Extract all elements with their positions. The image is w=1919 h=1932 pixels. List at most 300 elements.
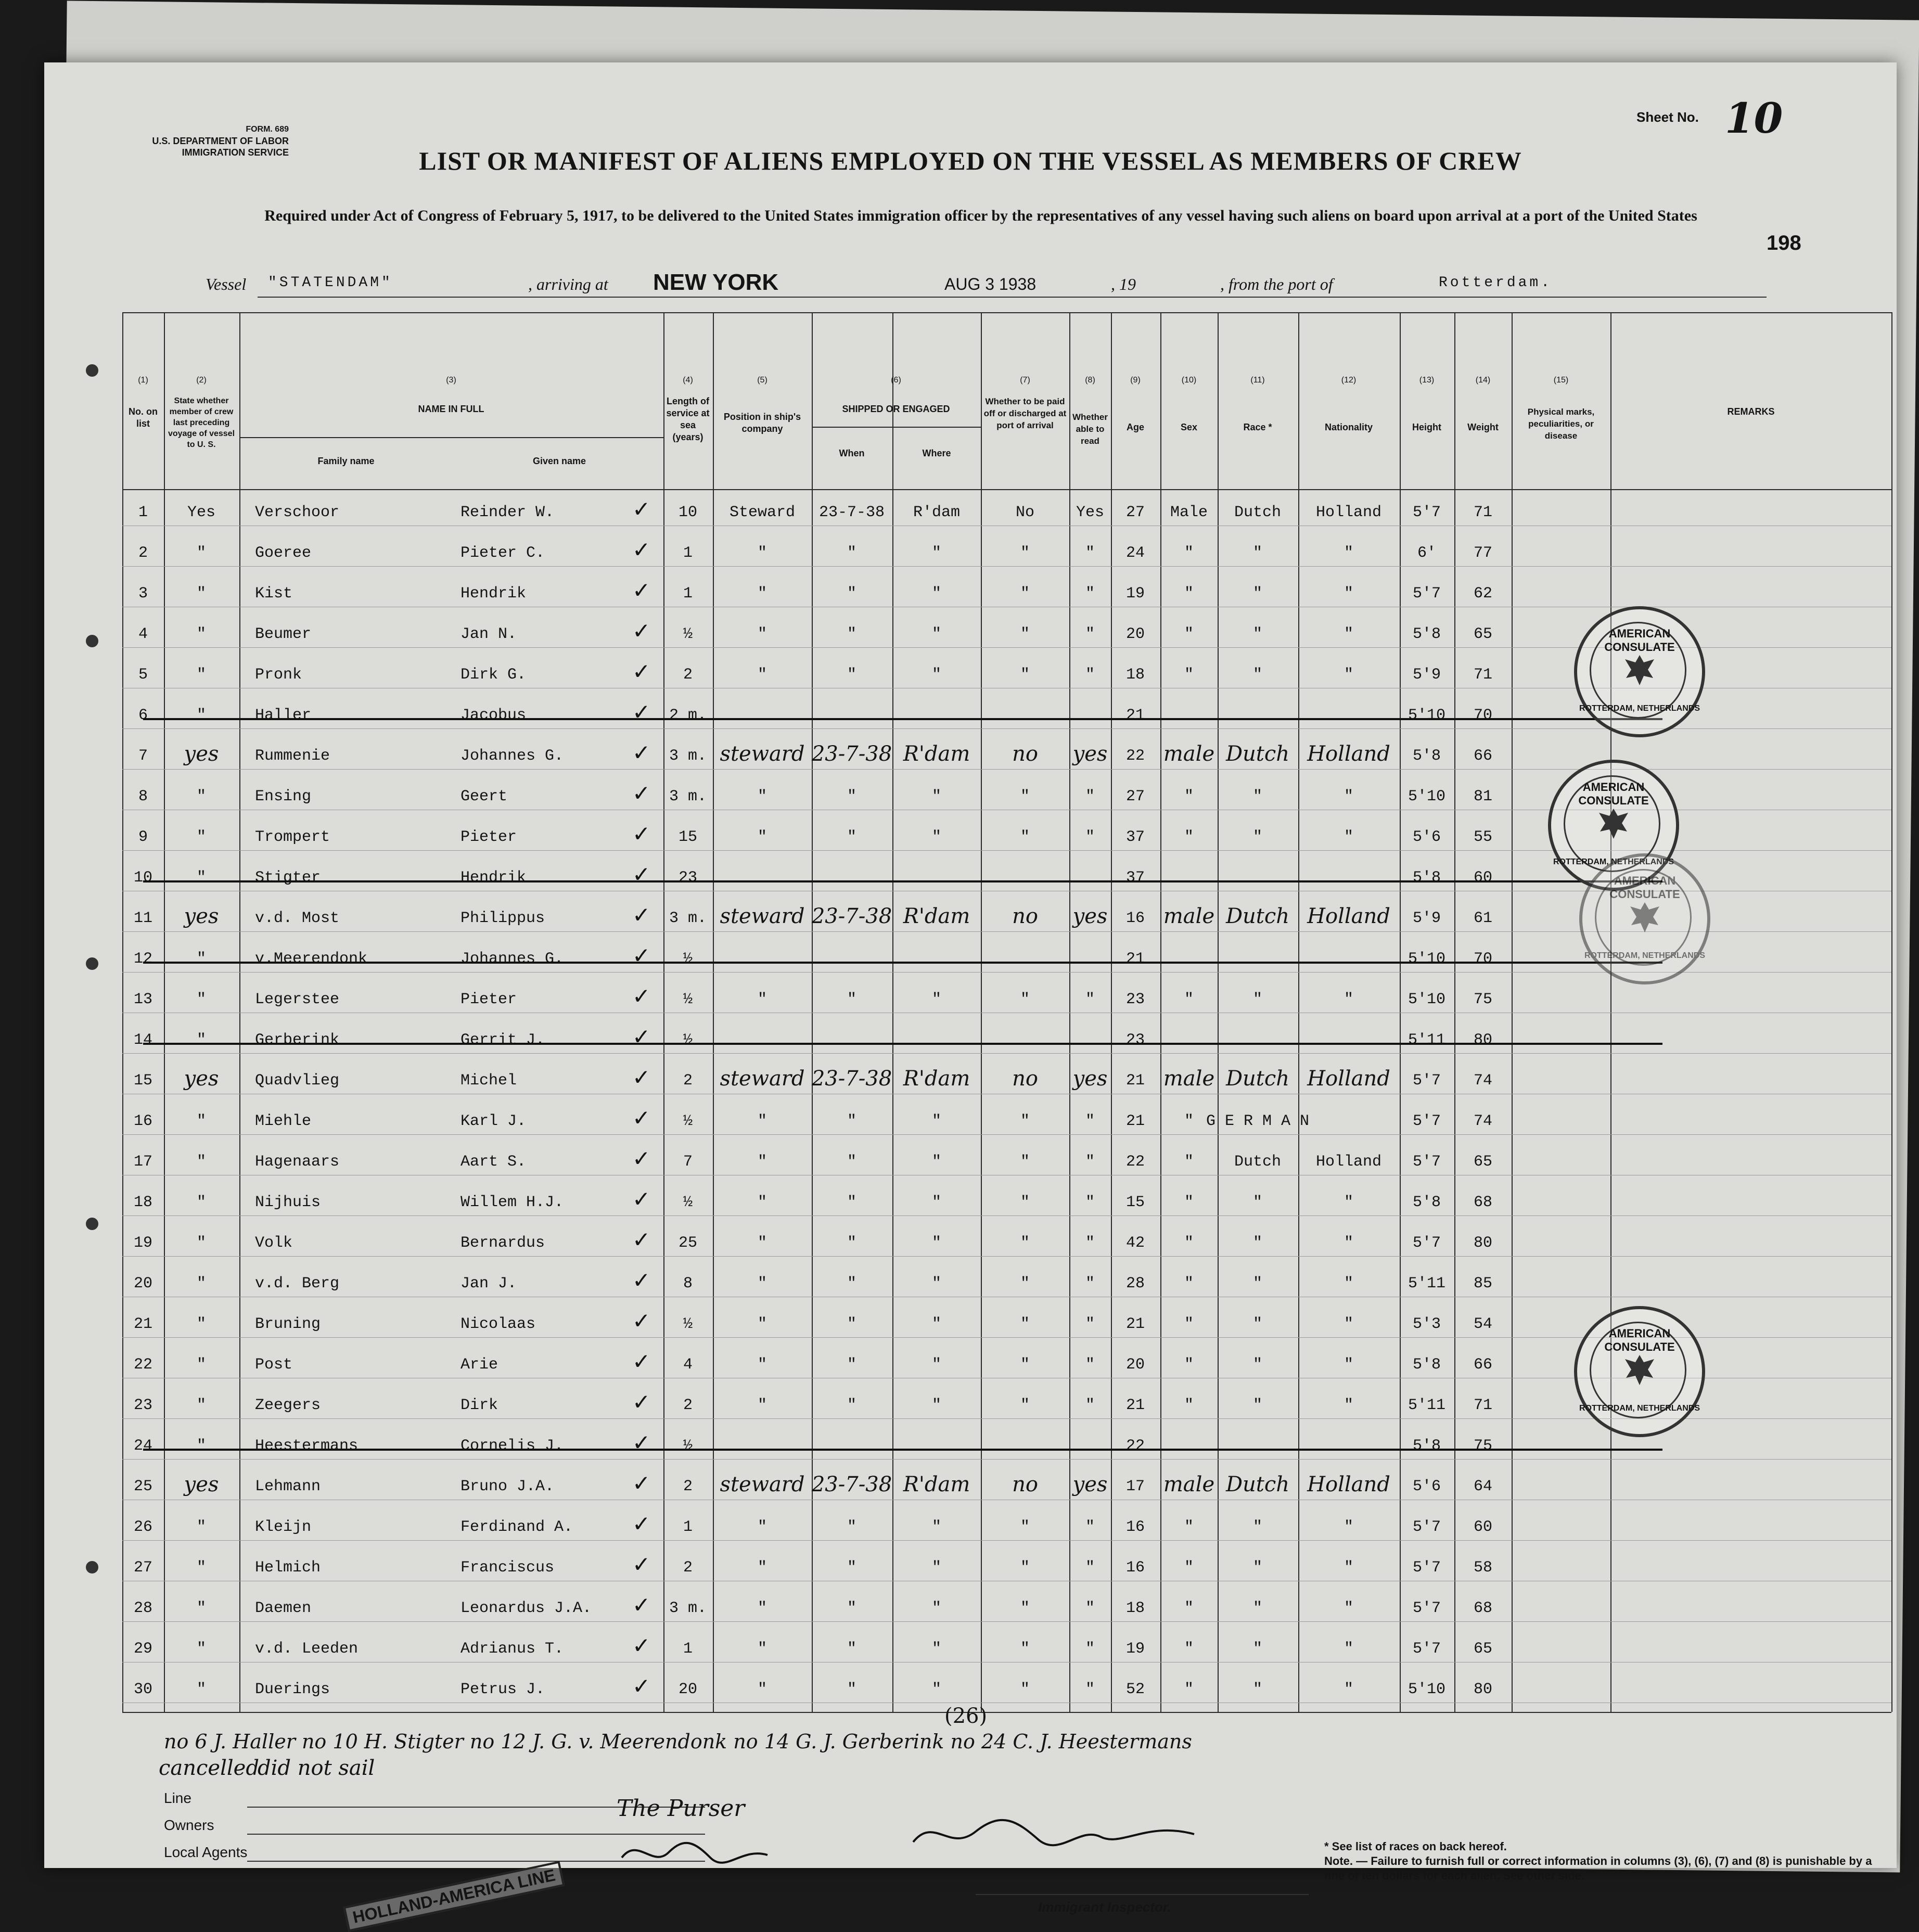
eagle-icon bbox=[1623, 652, 1656, 688]
cell-when: " bbox=[847, 544, 857, 562]
cell-position: " bbox=[757, 1356, 767, 1374]
punch-hole bbox=[86, 957, 98, 970]
cell-given: Karl J. bbox=[460, 1112, 527, 1130]
cell-position: " bbox=[757, 666, 767, 684]
cell-prev: " bbox=[196, 788, 207, 805]
colnum: (1) bbox=[138, 376, 148, 385]
purser-note: The Purser bbox=[617, 1795, 745, 1822]
cell-age: 21 bbox=[1125, 1072, 1145, 1090]
check-mark-icon: ✓ bbox=[632, 1308, 651, 1334]
cell-when: 23-7-38 bbox=[811, 1067, 892, 1091]
cell-sex: " bbox=[1184, 991, 1194, 1008]
cell-service: 1 bbox=[683, 585, 693, 603]
cell-position: " bbox=[757, 1600, 767, 1617]
cell-read: " bbox=[1085, 991, 1095, 1008]
header-when: When bbox=[839, 448, 865, 458]
header-given-name: Given name bbox=[532, 456, 586, 466]
cell-age: 16 bbox=[1125, 1559, 1145, 1577]
cell-race: " bbox=[1252, 1275, 1263, 1293]
cell-where: " bbox=[931, 1559, 942, 1577]
cell-where: " bbox=[931, 788, 942, 805]
cell-height: 5'6 bbox=[1412, 1478, 1441, 1495]
strike-through bbox=[143, 1449, 1662, 1451]
cell-given: Willem H.J. bbox=[460, 1194, 564, 1211]
cell-given: Arie bbox=[460, 1356, 498, 1374]
cell-read: " bbox=[1085, 625, 1095, 643]
header-no: No. on list bbox=[129, 406, 158, 429]
table-row bbox=[122, 1225, 1891, 1265]
cell-weight: 61 bbox=[1473, 910, 1493, 927]
colnum: (8) bbox=[1085, 376, 1095, 385]
cell-weight: 81 bbox=[1473, 788, 1493, 805]
table-row bbox=[122, 1550, 1891, 1590]
eagle-icon bbox=[1628, 899, 1661, 936]
signature-icon bbox=[903, 1811, 1215, 1858]
crew-count: (26) bbox=[944, 1704, 988, 1728]
cell-sex: " bbox=[1184, 1112, 1194, 1130]
cell-where: " bbox=[931, 1518, 942, 1536]
colnum: (2) bbox=[196, 376, 207, 385]
cell-where: " bbox=[931, 1112, 942, 1130]
check-mark-icon: ✓ bbox=[632, 821, 651, 847]
cell-given: Dirk G. bbox=[460, 666, 527, 684]
cell-when: " bbox=[847, 585, 857, 603]
cell-height: 5'7 bbox=[1412, 1234, 1441, 1252]
cell-height: 5'8 bbox=[1412, 747, 1441, 765]
manifest-sheet bbox=[44, 62, 1897, 1927]
cell-given: Bernardus bbox=[460, 1234, 545, 1252]
header-read: Whether able to read bbox=[1072, 412, 1108, 446]
cell-where: " bbox=[931, 1315, 942, 1333]
cell-no: 28 bbox=[133, 1600, 153, 1617]
cell-height: 5'10 bbox=[1408, 1681, 1446, 1698]
cell-when: " bbox=[847, 1315, 857, 1333]
check-mark-icon: ✓ bbox=[632, 1673, 651, 1699]
header-name: NAME IN FULL bbox=[418, 404, 484, 414]
cell-sex: " bbox=[1184, 1275, 1194, 1293]
cell-paid: " bbox=[1020, 788, 1030, 805]
cell-age: 21 bbox=[1125, 1397, 1145, 1414]
cell-read: yes bbox=[1072, 904, 1108, 928]
check-mark-icon: ✓ bbox=[632, 537, 651, 562]
colnum: (6) bbox=[891, 376, 901, 385]
cell-no: 1 bbox=[138, 504, 148, 521]
cell-no: 26 bbox=[133, 1518, 153, 1536]
cell-family: Quadvlieg bbox=[255, 1072, 340, 1090]
cell-when: 23-7-38 bbox=[818, 504, 885, 521]
cell-given: Johannes G. bbox=[460, 747, 564, 765]
cell-race: Dutch bbox=[1234, 1153, 1282, 1171]
cell-position: " bbox=[757, 788, 767, 805]
cell-paid: " bbox=[1020, 1600, 1030, 1617]
cell-height: 5'7 bbox=[1412, 1640, 1441, 1658]
cell-service: 20 bbox=[678, 1681, 698, 1698]
colnum: (3) bbox=[446, 376, 456, 385]
cell-weight: 77 bbox=[1473, 544, 1493, 562]
footnote-penalty: Note. — Failure to furnish full or correct information in columns (3), (6), (7) and (8) is punishable by a fine of ten dollars for each alien. See other side. bbox=[1324, 1854, 1872, 1882]
cell-paid: " bbox=[1020, 1275, 1030, 1293]
colnum: (15) bbox=[1553, 376, 1569, 385]
cell-prev: " bbox=[196, 869, 207, 887]
cell-weight: 74 bbox=[1473, 1112, 1493, 1130]
cell-service: 2 bbox=[683, 1478, 693, 1495]
cell-family: Duerings bbox=[255, 1681, 330, 1698]
header-race: Race * bbox=[1243, 422, 1272, 432]
cell-service: ½ bbox=[683, 1031, 693, 1049]
header-where: Where bbox=[922, 448, 951, 458]
cell-position: " bbox=[757, 1234, 767, 1252]
cell-family: Volk bbox=[255, 1234, 293, 1252]
colnum: (7) bbox=[1020, 376, 1030, 385]
cell-prev: " bbox=[196, 1356, 207, 1374]
cell-prev: " bbox=[196, 1194, 207, 1211]
cell-race: Dutch bbox=[1225, 742, 1290, 766]
cell-prev: yes bbox=[184, 1067, 219, 1091]
cell-service: ½ bbox=[683, 1194, 693, 1211]
cell-nat: " bbox=[1344, 1315, 1354, 1333]
cell-family: Kist bbox=[255, 585, 293, 603]
cell-height: 5'7 bbox=[1412, 1518, 1441, 1536]
check-mark-icon: ✓ bbox=[632, 1186, 651, 1212]
cell-prev: " bbox=[196, 666, 207, 684]
cell-race: " bbox=[1252, 828, 1263, 846]
cell-service: 1 bbox=[683, 1518, 693, 1536]
cell-where: " bbox=[931, 828, 942, 846]
cell-age: 21 bbox=[1125, 1112, 1145, 1130]
cell-when: 23-7-38 bbox=[811, 1473, 892, 1496]
cell-prev: " bbox=[196, 1437, 207, 1455]
cell-weight: 66 bbox=[1473, 1356, 1493, 1374]
cell-family: v.d. Most bbox=[255, 910, 340, 927]
table-row bbox=[122, 1265, 1891, 1306]
check-mark-icon: ✓ bbox=[632, 1024, 651, 1050]
form-number: FORM. 689 bbox=[246, 125, 289, 134]
cell-age: 22 bbox=[1125, 1153, 1145, 1171]
cell-height: 5'7 bbox=[1412, 1072, 1441, 1090]
cell-given: Philippus bbox=[460, 910, 545, 927]
colnum: (11) bbox=[1250, 376, 1265, 385]
cell-no: 13 bbox=[133, 991, 153, 1008]
cell-service: 1 bbox=[683, 544, 693, 562]
strike-through bbox=[143, 880, 1662, 882]
cell-paid: no bbox=[1012, 742, 1038, 766]
cell-family: Beumer bbox=[255, 625, 312, 643]
cell-race: Dutch bbox=[1225, 1473, 1290, 1496]
cell-read: " bbox=[1085, 1153, 1095, 1171]
cell-service: ½ bbox=[683, 625, 693, 643]
cell-when: " bbox=[847, 1275, 857, 1293]
cell-sex: " bbox=[1184, 828, 1194, 846]
cell-prev: yes bbox=[184, 904, 219, 928]
arrival-date: AUG 3 1938 bbox=[944, 275, 1037, 293]
cell-nat: Holland bbox=[1307, 904, 1390, 928]
cell-prev: " bbox=[196, 1518, 207, 1536]
cell-family: Goeree bbox=[255, 544, 312, 562]
cell-when: " bbox=[847, 1640, 857, 1658]
cell-no: 27 bbox=[133, 1559, 153, 1577]
cell-given: Aart S. bbox=[460, 1153, 527, 1171]
cell-position: " bbox=[757, 1640, 767, 1658]
cell-position: " bbox=[757, 1518, 767, 1536]
cell-where: R'dam bbox=[903, 1067, 970, 1091]
cell-prev: " bbox=[196, 1600, 207, 1617]
cell-given: Johannes G. bbox=[460, 950, 564, 968]
cell-no: 24 bbox=[133, 1437, 153, 1455]
cell-given: Gerrit J. bbox=[460, 1031, 545, 1049]
header-remarks: REMARKS bbox=[1727, 406, 1775, 417]
cell-family: Rummenie bbox=[255, 747, 330, 765]
cell-given: Adrianus T. bbox=[460, 1640, 564, 1658]
cell-weight: 60 bbox=[1473, 1518, 1493, 1536]
cell-position: steward bbox=[720, 1473, 805, 1496]
cell-when: " bbox=[847, 625, 857, 643]
cell-given: Jacobus bbox=[460, 707, 527, 724]
cell-paid: " bbox=[1020, 625, 1030, 643]
cell-no: 22 bbox=[133, 1356, 153, 1374]
cell-service: 23 bbox=[678, 869, 698, 887]
cell-service: 1 bbox=[683, 1640, 693, 1658]
strike-through bbox=[143, 1043, 1662, 1045]
page-count: 198 bbox=[1767, 232, 1801, 254]
check-mark-icon: ✓ bbox=[632, 740, 651, 765]
cell-paid: " bbox=[1020, 828, 1030, 846]
cell-sex: " bbox=[1184, 1600, 1194, 1617]
cell-given: Petrus J. bbox=[460, 1681, 545, 1698]
cell-sex: " bbox=[1184, 1356, 1194, 1374]
cell-age: 20 bbox=[1125, 1356, 1145, 1374]
table-row bbox=[122, 1509, 1891, 1550]
cell-sex: " bbox=[1184, 1153, 1194, 1171]
cell-where: " bbox=[931, 1194, 942, 1211]
cell-read: " bbox=[1085, 1275, 1095, 1293]
cell-prev: " bbox=[196, 625, 207, 643]
cell-family: Pronk bbox=[255, 666, 302, 684]
check-mark-icon: ✓ bbox=[632, 862, 651, 887]
cell-prev: " bbox=[196, 1559, 207, 1577]
cell-prev: " bbox=[196, 1031, 207, 1049]
cell-prev: " bbox=[196, 1153, 207, 1171]
inspector-signature bbox=[903, 1811, 1215, 1865]
cell-prev: " bbox=[196, 1112, 207, 1130]
cell-height: 5'6 bbox=[1412, 828, 1441, 846]
cell-paid: " bbox=[1020, 666, 1030, 684]
cell-where: R'dam bbox=[903, 742, 970, 766]
cell-read: " bbox=[1085, 828, 1095, 846]
cell-read: " bbox=[1085, 1681, 1095, 1698]
cell-service: 25 bbox=[678, 1234, 698, 1252]
cell-weight: 70 bbox=[1473, 707, 1493, 724]
cell-read: " bbox=[1085, 1518, 1095, 1536]
cell-no: 20 bbox=[133, 1275, 153, 1293]
cell-prev: " bbox=[196, 1397, 207, 1414]
cell-race: " bbox=[1252, 1194, 1263, 1211]
cell-paid: No bbox=[1015, 504, 1035, 521]
cell-age: 15 bbox=[1125, 1194, 1145, 1211]
purser-signature bbox=[617, 1832, 773, 1879]
check-mark-icon: ✓ bbox=[632, 1470, 651, 1496]
cell-weight: 62 bbox=[1473, 585, 1493, 603]
header-nationality: Nationality bbox=[1324, 422, 1373, 432]
punch-hole bbox=[86, 364, 98, 377]
cell-no: 29 bbox=[133, 1640, 153, 1658]
did-not-sail-note: did not sail bbox=[258, 1756, 375, 1780]
cell-height: 5'7 bbox=[1412, 1559, 1441, 1577]
cell-read: " bbox=[1085, 1600, 1095, 1617]
cell-no: 19 bbox=[133, 1234, 153, 1252]
cell-race: " bbox=[1252, 544, 1263, 562]
stamp-title: AMERICAN CONSULATE bbox=[1578, 781, 1649, 807]
cell-no: 5 bbox=[138, 666, 148, 684]
cell-nat: " bbox=[1344, 788, 1354, 805]
stamp-title: AMERICAN CONSULATE bbox=[1609, 874, 1680, 901]
cell-position: steward bbox=[720, 904, 805, 928]
header-paid-off: Whether to be paid off or discharged at port of arrival bbox=[983, 396, 1067, 430]
cell-service: 3 m. bbox=[669, 788, 707, 805]
cell-service: 8 bbox=[683, 1275, 693, 1293]
cell-position: " bbox=[757, 991, 767, 1008]
holland-america-stamp: HOLLAND-AMERICA LINE bbox=[343, 1861, 565, 1931]
stamp-title: AMERICAN CONSULATE bbox=[1604, 627, 1675, 654]
cell-height: 5'8 bbox=[1412, 1437, 1441, 1455]
cell-nat: " bbox=[1344, 1397, 1354, 1414]
cell-sex: " bbox=[1184, 1315, 1194, 1333]
cell-paid: " bbox=[1020, 1315, 1030, 1333]
check-mark-icon: ✓ bbox=[632, 1592, 651, 1618]
cell-sex: " bbox=[1184, 1559, 1194, 1577]
check-mark-icon: ✓ bbox=[632, 1511, 651, 1537]
cell-given: Geert bbox=[460, 788, 508, 805]
table-row bbox=[122, 494, 1891, 535]
departure-port: Rotterdam. bbox=[1439, 275, 1553, 291]
table-row bbox=[122, 1671, 1891, 1712]
cell-height: 5'9 bbox=[1412, 666, 1441, 684]
signature-icon bbox=[617, 1832, 773, 1873]
from-label: , from the port of bbox=[1220, 275, 1333, 293]
cell-family: Stigter bbox=[255, 869, 321, 887]
cell-read: " bbox=[1085, 788, 1095, 805]
check-mark-icon: ✓ bbox=[632, 1349, 651, 1374]
cell-service: 2 bbox=[683, 1072, 693, 1090]
cell-age: 20 bbox=[1125, 625, 1145, 643]
cell-read: " bbox=[1085, 544, 1095, 562]
cell-race: " bbox=[1252, 1234, 1263, 1252]
cell-service: 3 m. bbox=[669, 910, 707, 927]
header-weight: Weight bbox=[1467, 422, 1499, 432]
consulate-stamp bbox=[1574, 606, 1705, 737]
cell-where: " bbox=[931, 1153, 942, 1171]
cell-read: " bbox=[1085, 1234, 1095, 1252]
cell-height: 5'11 bbox=[1408, 1397, 1446, 1414]
document-title: LIST OR MANIFEST OF ALIENS EMPLOYED ON THE VESSEL AS MEMBERS OF CREW bbox=[419, 146, 1522, 175]
cell-where: " bbox=[931, 1600, 942, 1617]
cell-age: 16 bbox=[1125, 1518, 1145, 1536]
cell-given: Hendrik bbox=[460, 585, 527, 603]
stamp-city: ROTTERDAM, NETHERLANDS bbox=[1579, 1404, 1700, 1413]
cell-position: " bbox=[757, 1112, 767, 1130]
cell-read: " bbox=[1085, 1194, 1095, 1211]
cell-height: 5'7 bbox=[1412, 585, 1441, 603]
stamp-title: AMERICAN CONSULATE bbox=[1604, 1327, 1675, 1353]
cell-position: " bbox=[757, 1397, 767, 1414]
punch-hole bbox=[86, 635, 98, 647]
cell-age: 23 bbox=[1125, 1031, 1145, 1049]
table-row bbox=[122, 1590, 1891, 1631]
cell-family: Kleijn bbox=[255, 1518, 312, 1536]
cell-where: " bbox=[931, 1234, 942, 1252]
check-mark-icon: ✓ bbox=[632, 983, 651, 1009]
cell-given: Leonardus J.A. bbox=[460, 1600, 592, 1617]
footnote bbox=[1324, 1839, 1886, 1883]
cell-no: 30 bbox=[133, 1681, 153, 1698]
cell-family: Zeegers bbox=[255, 1397, 321, 1414]
cell-service: ½ bbox=[683, 1437, 693, 1455]
cell-age: 16 bbox=[1125, 910, 1145, 927]
cell-read: Yes bbox=[1076, 504, 1105, 521]
arrival-port: NEW YORK bbox=[653, 270, 779, 295]
cell-given: Jan N. bbox=[460, 625, 517, 643]
cell-paid: " bbox=[1020, 1112, 1030, 1130]
cell-service: 2 bbox=[683, 1397, 693, 1414]
cell-sex: " bbox=[1184, 625, 1194, 643]
eagle-icon bbox=[1597, 805, 1630, 842]
cell-position: " bbox=[757, 1275, 767, 1293]
cell-position: " bbox=[757, 544, 767, 562]
cell-age: 27 bbox=[1125, 504, 1145, 521]
cell-when: " bbox=[847, 666, 857, 684]
cell-weight: 64 bbox=[1473, 1478, 1493, 1495]
cell-read: " bbox=[1085, 1315, 1095, 1333]
cell-where: " bbox=[931, 666, 942, 684]
cell-family: Daemen bbox=[255, 1600, 312, 1617]
cell-height: 5'8 bbox=[1412, 1194, 1441, 1211]
cell-family: Helmich bbox=[255, 1559, 321, 1577]
cell-height: 5'9 bbox=[1412, 910, 1441, 927]
inspector-label: Immigrant Inspector. bbox=[1038, 1899, 1171, 1915]
cell-height: 5'10 bbox=[1408, 991, 1446, 1008]
cell-when: " bbox=[847, 788, 857, 805]
cell-no: 6 bbox=[138, 707, 148, 724]
cell-height: 5'7 bbox=[1412, 1600, 1441, 1617]
cell-when: " bbox=[847, 1681, 857, 1698]
cell-paid: " bbox=[1020, 1356, 1030, 1374]
cell-weight: 55 bbox=[1473, 828, 1493, 846]
cell-family: Lehmann bbox=[255, 1478, 321, 1495]
cell-age: 18 bbox=[1125, 666, 1145, 684]
header-height: Height bbox=[1412, 422, 1441, 432]
cell-sex: " bbox=[1184, 788, 1194, 805]
cell-family: Bruning bbox=[255, 1315, 321, 1333]
check-mark-icon: ✓ bbox=[632, 1065, 651, 1090]
cell-given: Pieter bbox=[460, 991, 517, 1008]
vessel-name: "STATENDAM" bbox=[268, 275, 393, 291]
cell-race: " bbox=[1252, 1681, 1263, 1698]
cell-read: yes bbox=[1072, 1067, 1108, 1091]
cell-nat: " bbox=[1344, 828, 1354, 846]
check-mark-icon: ✓ bbox=[632, 1105, 651, 1131]
cell-service: ½ bbox=[683, 1315, 693, 1333]
cell-no: 15 bbox=[133, 1072, 153, 1090]
cell-position: " bbox=[757, 1194, 767, 1211]
year-label: , 19 bbox=[1111, 275, 1136, 293]
cell-nat: Holland bbox=[1307, 1473, 1390, 1496]
stamp-city: ROTTERDAM, NETHERLANDS bbox=[1553, 858, 1674, 866]
cell-age: 42 bbox=[1125, 1234, 1145, 1252]
cell-service: 7 bbox=[683, 1153, 693, 1171]
cell-height: 6' bbox=[1417, 544, 1437, 562]
cell-service: ½ bbox=[683, 991, 693, 1008]
cell-race: " bbox=[1252, 1518, 1263, 1536]
cell-paid: " bbox=[1020, 1640, 1030, 1658]
